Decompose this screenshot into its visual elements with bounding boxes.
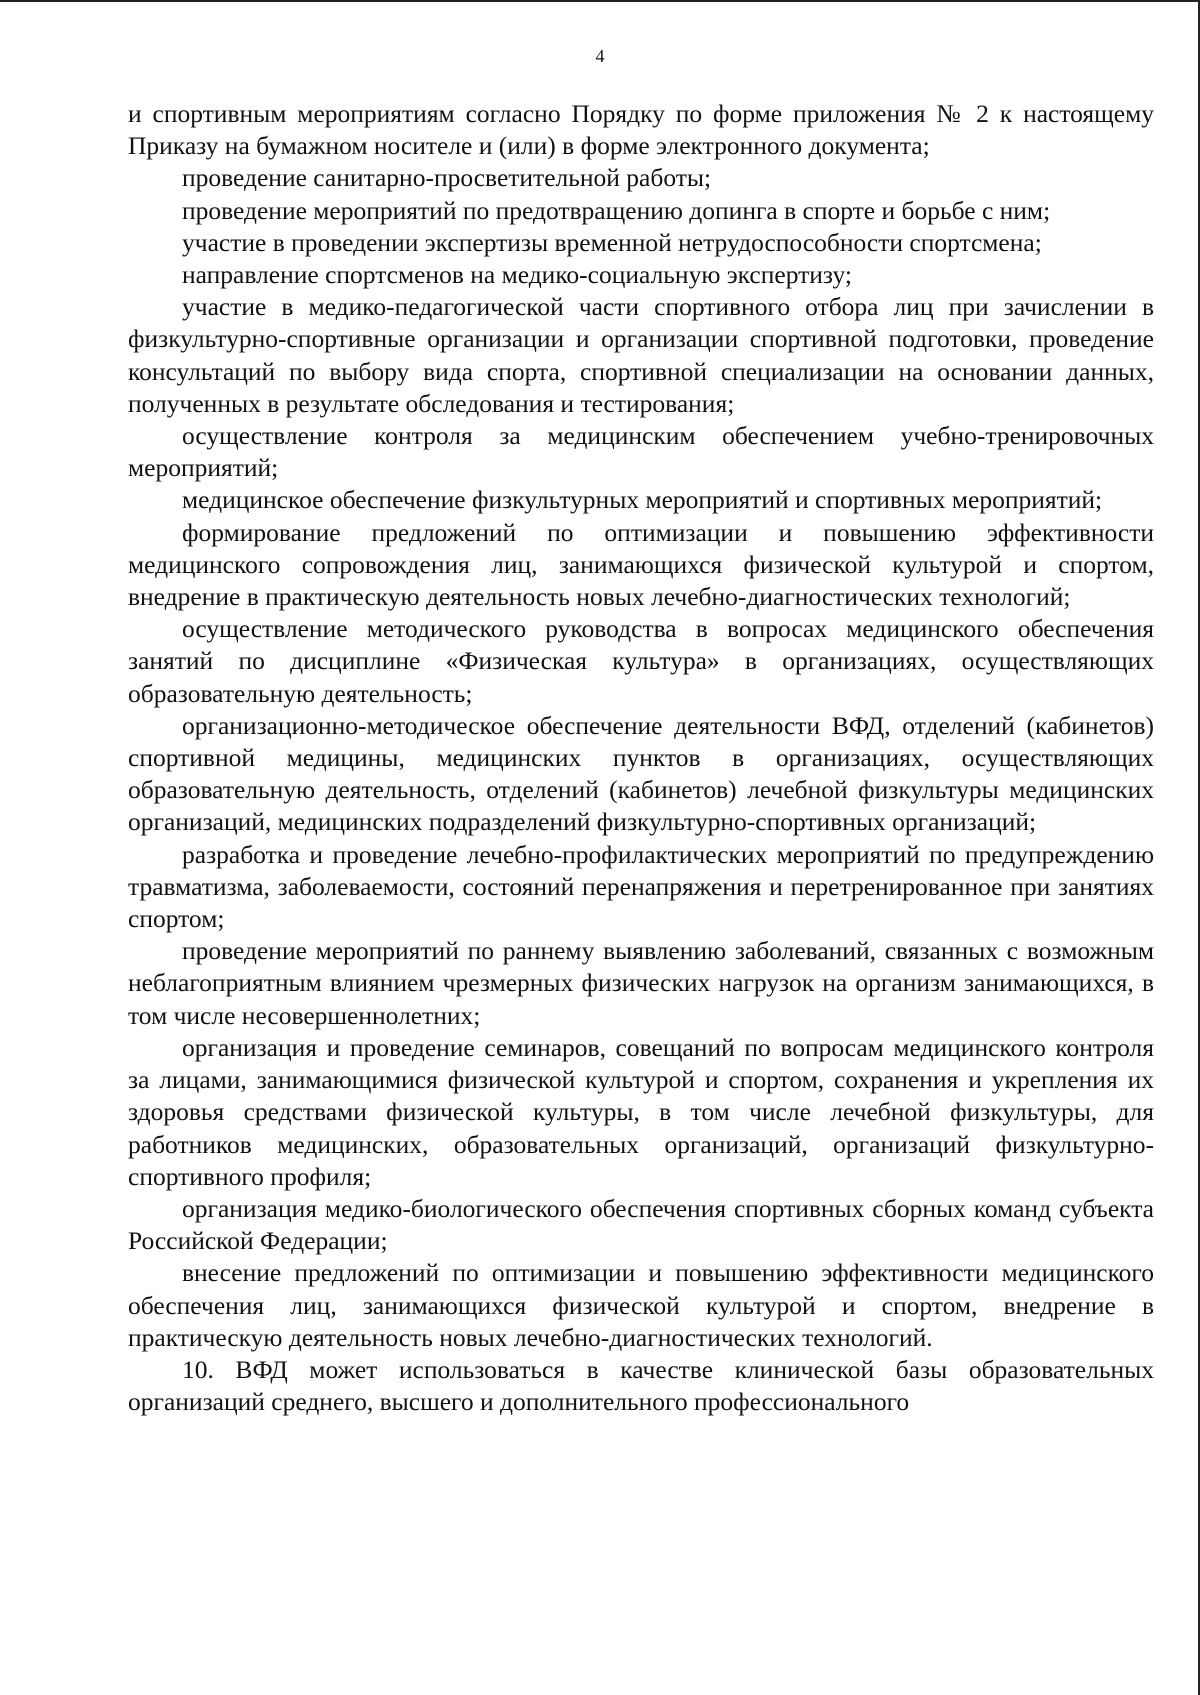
paragraph: проведение мероприятий по предотвращению допинга в спорте и борьбе с ним; — [182, 195, 1051, 225]
paragraph: организация и проведение семинаров, совещаний по вопросам медицинского контроля за лицами, занимающимися физической культурой и спортом, сохранения и укрепления их здоровья средствами физической культуры, в том числе лечебной физкультуры, для работников медицинских, образовательных организаций, организаций физкультурно-спортивного профиля; — [128, 1032, 1154, 1191]
page-number: 4 — [595, 46, 605, 66]
paragraph: направление спортсменов на медико-социальную экспертизу; — [182, 260, 852, 290]
paragraph: проведение санитарно-просветительной работы; — [182, 163, 712, 193]
paragraph: внесение предложений по оптимизации и повышению эффективности медицинского обеспечения лиц, занимающихся физической культурой и спортом, внедрение в практическую деятельность новых лечебно-диагностических технологий. — [128, 1258, 1154, 1352]
document-body — [128, 98, 1154, 1418]
paragraph: организация медико-биологического обеспечения спортивных сборных команд субъекта Российской Федерации; — [128, 1193, 1154, 1256]
paragraph: участие в медико-педагогической части спортивного отбора лиц при зачислении в физкультурно-спортивные организации и организации спортивной подготовки, проведение консультаций по выбору вида спорта, спортивной специализации на основании данных, полученных в результате обследования и тестирования; — [128, 292, 1154, 418]
paragraph: осуществление контроля за медицинским обеспечением учебно-тренировочных мероприятий; — [128, 421, 1154, 483]
paragraph-continuation: и спортивным мероприятиям согласно Порядку по форме приложения № 2 к настоящему Приказу на бумажном носителе и (или) в форме электронного документа; — [128, 99, 1154, 161]
paragraph: медицинское обеспечение физкультурных мероприятий и спортивных мероприятий; — [182, 485, 1103, 515]
paragraph: участие в проведении экспертизы временной нетрудоспособности спортсмена; — [182, 227, 1042, 257]
paragraph: организационно-методическое обеспечение деятельности ВФД, отделений (кабинетов) спортивной медицины, медицинских пунктов в организациях, осуществляющих образовательную деятельность, отделений (кабинетов) лечебной физкультуры медицинских организаций, медицинских подразделений физкультурно-спортивных организаций; — [128, 710, 1154, 837]
paragraph: проведение мероприятий по раннему выявлению заболеваний, связанных с возможным неблагоприятным влиянием чрезмерных физических нагрузок на организм занимающихся, в том числе несовершеннолетних; — [128, 936, 1154, 1030]
paragraph: осуществление методического руководства в вопросах медицинского обеспечения занятий по дисциплине «Физическая культура» в организациях, осуществляющих образовательную деятельность; — [128, 614, 1154, 708]
paragraph: формирование предложений по оптимизации и повышению эффективности медицинского сопровождения лиц, занимающихся физической культурой и спортом, внедрение в практическую деятельность новых лечебно-диагностических технологий; — [128, 517, 1154, 612]
paragraph-numbered-10: 10. ВФД может использоваться в качестве клинической базы образовательных организаций среднего, высшего и дополнительного профессионального — [128, 1354, 1154, 1417]
paragraph: разработка и проведение лечебно-профилактических мероприятий по предупреждению травматизма, заболеваемости, состояний перенапряжения и перетренированное при занятиях спортом; — [128, 839, 1154, 934]
